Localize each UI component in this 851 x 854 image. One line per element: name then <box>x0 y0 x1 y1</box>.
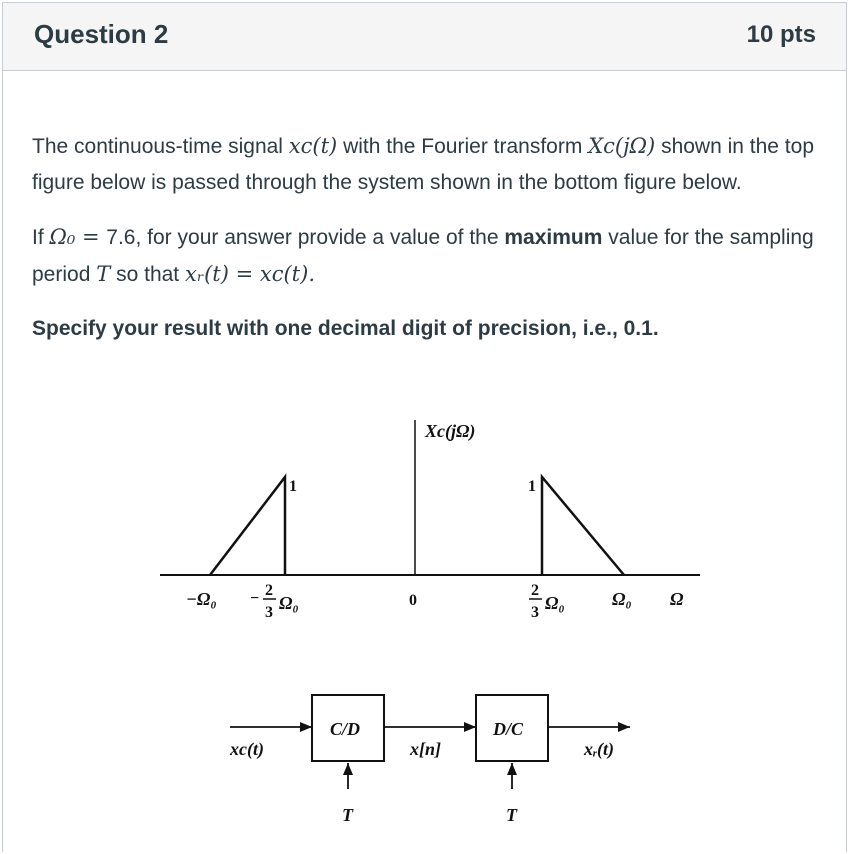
input-label: xc(t) <box>230 739 264 759</box>
text: The continuous-time signal <box>32 135 283 158</box>
left-triangle <box>210 477 285 575</box>
paragraph-3: Specify your result with one decimal digit of precision, i.e., 0.1. <box>32 317 659 340</box>
figure-svg <box>150 405 710 835</box>
text: with the Fourier transform <box>343 135 583 158</box>
math-T: T <box>96 262 111 286</box>
emphasis-maximum: maximum <box>504 226 603 249</box>
question-header <box>3 3 846 71</box>
text: value for the sampling period <box>32 226 814 286</box>
text: , for your answer provide a value of the <box>135 226 499 249</box>
paragraph-1 <box>32 128 822 201</box>
tick-omega0-right-frac: Ω₀ <box>545 593 565 613</box>
T-label-1: T <box>342 805 353 825</box>
points-label: 10 pts <box>746 21 816 48</box>
tick-frac-den-right: 3 <box>531 604 539 621</box>
middle-arrowhead <box>464 722 476 732</box>
text: If <box>32 226 44 249</box>
T-arrowhead-2 <box>507 763 517 775</box>
input-arrowhead <box>300 722 312 732</box>
T-arrowhead-1 <box>343 763 353 775</box>
math-equation: xᵣ(t) = xc(t). <box>184 262 315 286</box>
tick-neg-omega0: −Ω₀ <box>186 589 217 609</box>
question-title: Question 2 <box>34 19 169 49</box>
dc-label: D/C <box>493 719 524 739</box>
spectrum-plot <box>160 420 700 621</box>
math-Xc-jomega: Xc(jΩ) <box>588 134 656 158</box>
text: so that <box>116 263 180 286</box>
figure <box>150 405 710 835</box>
omega0-value: 7.6 <box>106 226 136 249</box>
system-diagram <box>229 695 630 825</box>
tick-omega0: Ω₀ <box>612 589 632 609</box>
text: shown in the top figure below is passed through the system shown in the bottom figure below. <box>32 135 814 194</box>
right-triangle <box>542 477 624 575</box>
tick-zero: 0 <box>409 592 417 609</box>
tick-frac-num-left: 2 <box>265 582 273 599</box>
peak-label-left: 1 <box>289 478 297 495</box>
output-label: xᵣ(t) <box>584 739 615 759</box>
T-label-2: T <box>506 805 517 825</box>
output-arrowhead <box>618 722 630 732</box>
peak-label-right: 1 <box>528 478 536 495</box>
xn-label: x[n] <box>410 739 441 759</box>
tick-frac-den-left: 3 <box>265 604 273 621</box>
axis-label-omega: Ω <box>670 589 684 609</box>
math-omega0: Ω₀ = <box>49 225 107 249</box>
question-body <box>32 128 822 365</box>
spectrum-title: Xc(jΩ) <box>425 421 476 441</box>
math-xc-t: xc(t) <box>288 134 338 158</box>
tick-neg-sign: − <box>250 590 260 607</box>
tick-frac-num-right: 2 <box>531 582 539 599</box>
tick-omega0-left: Ω₀ <box>279 593 299 613</box>
cd-label: C/D <box>330 719 361 739</box>
paragraph-2 <box>32 219 822 293</box>
